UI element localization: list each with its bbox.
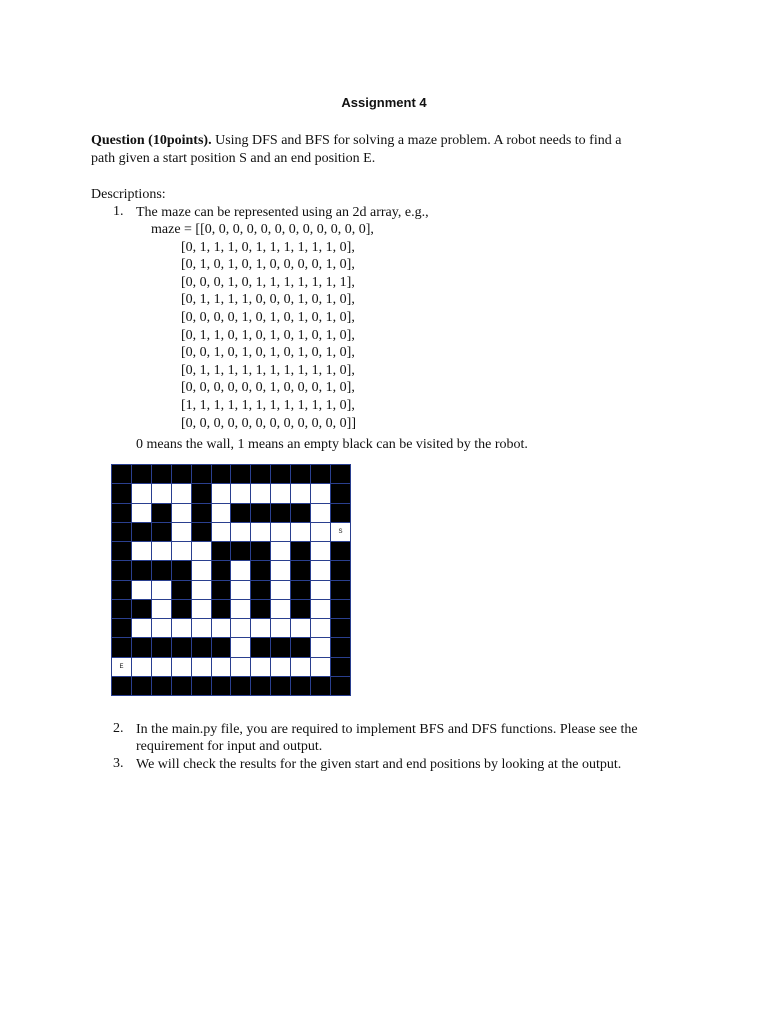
maze-wall-cell [231, 504, 250, 522]
maze-open-cell [291, 484, 310, 502]
list-number-3: 3. [113, 756, 124, 771]
maze-open-cell [271, 523, 290, 541]
maze-open-cell [291, 619, 310, 637]
maze-code-line: [0, 1, 1, 1, 0, 1, 1, 1, 1, 1, 1, 0], [181, 239, 355, 255]
maze-wall-cell [112, 465, 131, 483]
maze-wall-cell [212, 600, 231, 618]
maze-code-line: [1, 1, 1, 1, 1, 1, 1, 1, 1, 1, 1, 0], [181, 398, 355, 413]
maze-wall-cell [251, 600, 270, 618]
maze-wall-cell [152, 638, 171, 656]
question-text-line-2: path given a start position S and an end position E. [91, 151, 376, 166]
maze-open-cell [152, 600, 171, 618]
maze-wall-cell [132, 638, 151, 656]
maze-wall-cell [112, 484, 131, 502]
maze-wall-cell [251, 581, 270, 599]
maze-open-cell [132, 658, 151, 676]
maze-open-cell [192, 581, 211, 599]
maze-open-cell [192, 658, 211, 676]
maze-open-cell [132, 619, 151, 637]
maze-open-cell [271, 484, 290, 502]
maze-legend-text: 0 means the wall, 1 means an empty black can be visited by the robot. [136, 437, 528, 452]
maze-wall-cell [152, 504, 171, 522]
maze-wall-cell [271, 638, 290, 656]
maze-open-cell [172, 542, 191, 560]
question-paragraph [91, 132, 691, 168]
maze-wall-cell [271, 677, 290, 695]
maze-wall-cell [231, 542, 250, 560]
maze-open-cell [231, 484, 250, 502]
maze-wall-cell [152, 465, 171, 483]
maze-wall-cell [331, 581, 350, 599]
maze-wall-cell [132, 600, 151, 618]
maze-open-cell [212, 484, 231, 502]
maze-wall-cell [132, 465, 151, 483]
maze-wall-cell [112, 523, 131, 541]
page-title: Assignment 4 [341, 95, 427, 110]
maze-open-cell [132, 484, 151, 502]
maze-wall-cell [192, 465, 211, 483]
maze-open-cell [271, 561, 290, 579]
maze-end-cell [112, 658, 131, 676]
maze-wall-cell [291, 561, 310, 579]
maze-open-cell [152, 581, 171, 599]
maze-wall-cell [331, 504, 350, 522]
maze-open-cell [311, 581, 330, 599]
maze-wall-cell [331, 561, 350, 579]
maze-wall-cell [172, 465, 191, 483]
maze-code-line: [0, 1, 0, 1, 0, 1, 0, 0, 0, 0, 1, 0], [181, 257, 355, 273]
maze-code-line: [0, 1, 1, 1, 1, 0, 0, 0, 1, 0, 1, 0], [181, 292, 355, 308]
maze-wall-cell [212, 465, 231, 483]
maze-wall-cell [212, 561, 231, 579]
maze-open-cell [192, 600, 211, 618]
maze-wall-cell [251, 638, 270, 656]
maze-open-cell [172, 484, 191, 502]
maze-wall-cell [251, 677, 270, 695]
maze-open-cell [311, 523, 330, 541]
maze-wall-cell [311, 677, 330, 695]
maze-wall-cell [152, 561, 171, 579]
maze-open-cell [271, 600, 290, 618]
maze-code-line: [0, 1, 1, 1, 1, 1, 1, 1, 1, 1, 1, 0], [181, 362, 355, 378]
maze-open-cell [231, 561, 250, 579]
list-item-2-text: In the main.py file, you are required to implement BFS and DFS functions. Please see the [136, 722, 638, 737]
maze-open-cell [271, 658, 290, 676]
maze-wall-cell [291, 677, 310, 695]
maze-wall-cell [132, 561, 151, 579]
maze-wall-cell [212, 677, 231, 695]
maze-open-cell [192, 542, 211, 560]
maze-wall-cell [192, 484, 211, 502]
maze-wall-cell [112, 542, 131, 560]
question-label: Question (10points). [91, 133, 212, 148]
maze-start-cell [331, 523, 350, 541]
maze-open-cell [231, 600, 250, 618]
maze-open-cell [311, 561, 330, 579]
maze-open-cell [212, 504, 231, 522]
maze-wall-cell [251, 504, 270, 522]
maze-open-cell [311, 504, 330, 522]
maze-wall-cell [331, 658, 350, 676]
maze-open-cell [152, 619, 171, 637]
maze-wall-cell [331, 619, 350, 637]
maze-code-line: [0, 0, 0, 0, 0, 0, 0, 0, 0, 0, 0, 0]] [181, 415, 356, 431]
maze-open-cell [192, 619, 211, 637]
maze-code-line: [0, 0, 1, 0, 1, 0, 1, 0, 1, 0, 1, 0], [181, 345, 355, 361]
maze-wall-cell [251, 465, 270, 483]
list-item-2-text-continued: requirement for input and output. [136, 739, 323, 754]
maze-open-cell [172, 658, 191, 676]
maze-wall-cell [172, 600, 191, 618]
maze-wall-cell [112, 561, 131, 579]
maze-code-line: [0, 0, 0, 0, 1, 0, 1, 0, 1, 0, 1, 0], [181, 310, 355, 325]
maze-code-line: [0, 1, 1, 0, 1, 0, 1, 0, 1, 0, 1, 0], [181, 327, 355, 343]
maze-open-cell [251, 484, 270, 502]
maze-wall-cell [291, 542, 310, 560]
maze-open-cell [311, 619, 330, 637]
maze-open-cell [212, 658, 231, 676]
maze-open-cell [311, 658, 330, 676]
list-item-1-text: The maze can be represented using an 2d array, e.g., [136, 205, 429, 220]
maze-grid [111, 464, 351, 696]
maze-open-cell [132, 581, 151, 599]
maze-open-cell [231, 523, 250, 541]
maze-code-line: [0, 0, 0, 0, 0, 0, 1, 0, 0, 0, 1, 0], [181, 380, 355, 396]
maze-open-cell [291, 523, 310, 541]
question-text-line-1: Using DFS and BFS for solving a maze problem. A robot needs to find a [211, 133, 622, 148]
list-item-3-text: We will check the results for the given start and end positions by looking at the output. [136, 757, 622, 772]
maze-open-cell [311, 600, 330, 618]
maze-wall-cell [231, 677, 250, 695]
maze-open-cell [251, 619, 270, 637]
maze-wall-cell [212, 581, 231, 599]
maze-wall-cell [291, 600, 310, 618]
descriptions-heading: Descriptions: [91, 187, 166, 202]
maze-wall-cell [331, 465, 350, 483]
maze-wall-cell [212, 542, 231, 560]
maze-wall-cell [132, 523, 151, 541]
maze-open-cell [172, 523, 191, 541]
maze-wall-cell [152, 523, 171, 541]
maze-open-cell [231, 619, 250, 637]
maze-wall-cell [112, 581, 131, 599]
maze-code-line-first: maze = [[0, 0, 0, 0, 0, 0, 0, 0, 0, 0, 0, 0], [151, 222, 374, 237]
maze-wall-cell [331, 600, 350, 618]
maze-open-cell [231, 638, 250, 656]
maze-open-cell [271, 581, 290, 599]
maze-wall-cell [192, 504, 211, 522]
maze-wall-cell [112, 677, 131, 695]
list-number-1: 1. [113, 204, 124, 219]
maze-wall-cell [291, 504, 310, 522]
maze-wall-cell [192, 677, 211, 695]
start-label: S [338, 528, 343, 535]
maze-open-cell [231, 581, 250, 599]
maze-open-cell [251, 658, 270, 676]
maze-wall-cell [112, 619, 131, 637]
maze-open-cell [152, 484, 171, 502]
maze-wall-cell [271, 504, 290, 522]
maze-open-cell [192, 561, 211, 579]
maze-open-cell [172, 504, 191, 522]
maze-wall-cell [251, 542, 270, 560]
maze-wall-cell [192, 523, 211, 541]
maze-wall-cell [172, 581, 191, 599]
maze-open-cell [132, 504, 151, 522]
maze-open-cell [152, 658, 171, 676]
maze-wall-cell [291, 581, 310, 599]
maze-open-cell [231, 658, 250, 676]
maze-wall-cell [311, 465, 330, 483]
maze-wall-cell [231, 465, 250, 483]
maze-open-cell [311, 638, 330, 656]
maze-open-cell [212, 619, 231, 637]
maze-open-cell [311, 542, 330, 560]
maze-wall-cell [271, 465, 290, 483]
maze-wall-cell [172, 638, 191, 656]
maze-wall-cell [331, 638, 350, 656]
maze-wall-cell [112, 638, 131, 656]
maze-open-cell [271, 619, 290, 637]
maze-code-line: [0, 0, 0, 1, 0, 1, 1, 1, 1, 1, 1, 1], [181, 274, 355, 290]
list-number-2: 2. [113, 721, 124, 736]
maze-wall-cell [172, 677, 191, 695]
maze-open-cell [152, 542, 171, 560]
maze-wall-cell [331, 484, 350, 502]
maze-wall-cell [152, 677, 171, 695]
maze-wall-cell [112, 504, 131, 522]
maze-wall-cell [291, 465, 310, 483]
maze-wall-cell [331, 542, 350, 560]
maze-wall-cell [192, 638, 211, 656]
maze-wall-cell [291, 638, 310, 656]
maze-wall-cell [212, 638, 231, 656]
maze-wall-cell [112, 600, 131, 618]
maze-open-cell [291, 658, 310, 676]
end-label: E [119, 663, 124, 670]
maze-open-cell [132, 542, 151, 560]
maze-wall-cell [172, 561, 191, 579]
maze-wall-cell [331, 677, 350, 695]
maze-open-cell [311, 484, 330, 502]
maze-open-cell [172, 619, 191, 637]
maze-open-cell [271, 542, 290, 560]
maze-open-cell [212, 523, 231, 541]
maze-open-cell [251, 523, 270, 541]
maze-wall-cell [251, 561, 270, 579]
maze-wall-cell [132, 677, 151, 695]
